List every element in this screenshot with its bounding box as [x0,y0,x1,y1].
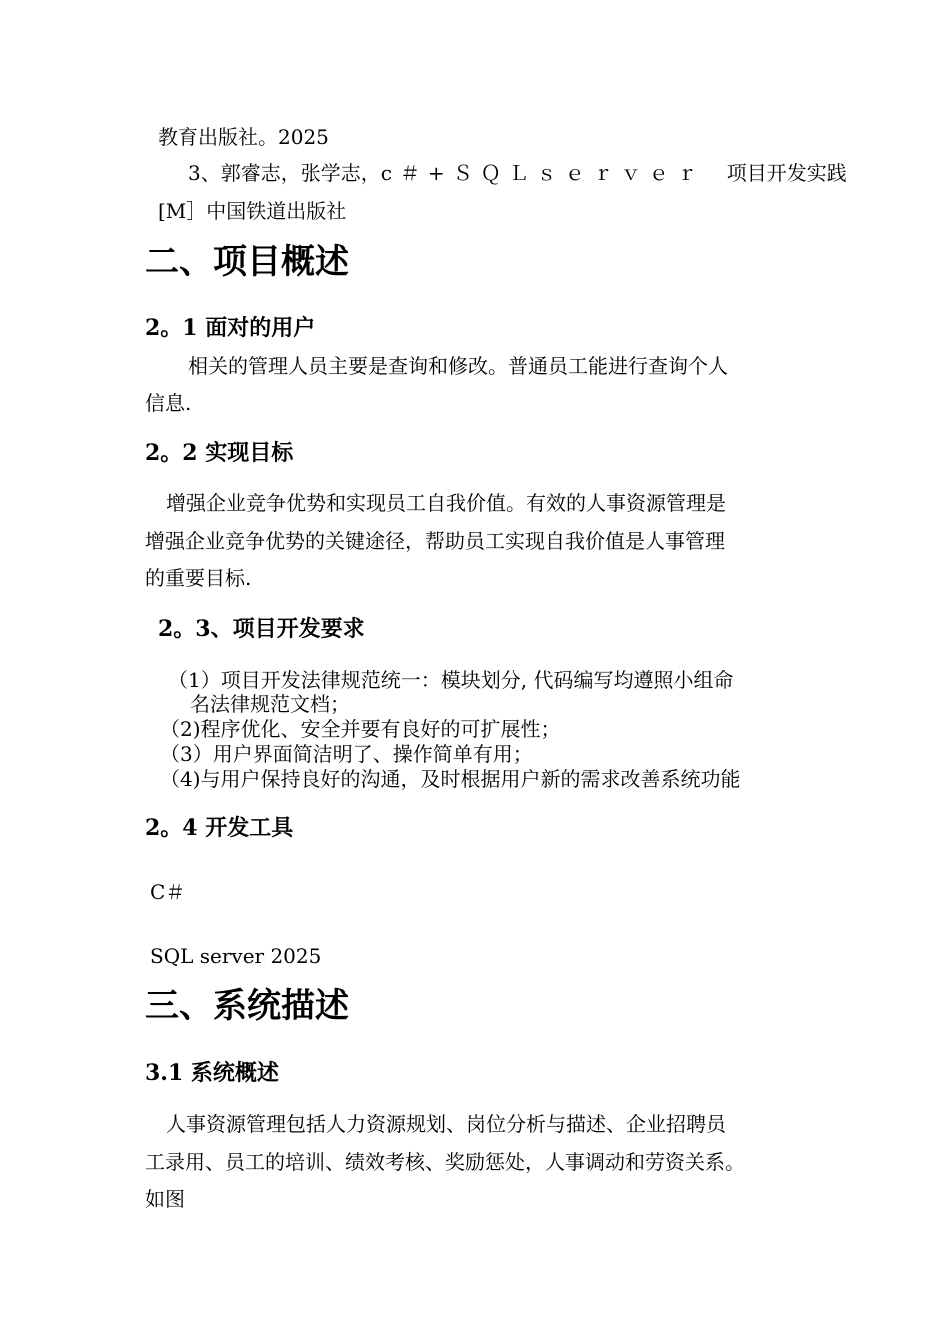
requirement-line: （1）项目开发法律规范统一：模块划分, 代码编写均遵照小组命 [168,668,734,692]
paragraph-line: 工录用、员工的培训、绩效考核、奖励惩处，人事调动和劳资关系。 [145,1150,745,1174]
reference-authors: 3、郭睿志，张学志， [188,161,381,185]
heading-2-2: 2。2 实现目标 [145,440,294,466]
reference-continuation: 教育出版社。2025 [158,125,329,149]
paragraph-line: 增强企业竞争优势的关键途径，帮助员工实现自我价值是人事管理 [145,529,725,553]
reference-title-suffix: 项目开发实践 [726,161,847,185]
heading-3-1: 3.1 系统概述 [145,1060,279,1086]
requirement-line: 名法律规范文档； [190,692,350,716]
tool-item: SQL server 2025 [150,944,322,968]
heading-2-3: 2。3、项目开发要求 [158,616,365,642]
requirement-line: （2)程序优化、安全并要有良好的可扩展性； [160,717,561,741]
paragraph-line: 信息. [145,391,192,415]
section-2-title: 二、项目概述 [145,242,349,282]
section-3-title: 三、系统描述 [145,986,349,1026]
reference-publisher: [M］中国铁道出版社 [158,199,347,223]
requirement-line: （4)与用户保持良好的沟通，及时根据用户新的需求改善系统功能 [160,767,741,791]
paragraph-line: 增强企业竞争优势和实现员工自我价值。有效的人事资源管理是 [166,491,726,515]
paragraph-line: 相关的管理人员主要是查询和修改。普通员工能进行查询个人 [188,354,728,378]
heading-2-1: 2。1 面对的用户 [145,315,316,341]
paragraph-line: 人事资源管理包括人力资源规划、岗位分析与描述、企业招聘员 [166,1112,726,1136]
tool-item: C＃ [150,880,186,904]
paragraph-line: 的重要目标. [145,566,252,590]
paragraph-line: 如图 [145,1187,185,1211]
reference-item-3 [188,160,847,186]
reference-spaced-title: c＃+ＳＱＬｓｅｒｖｅｒ [380,161,705,185]
requirement-line: （3）用户界面简洁明了、操作简单有用； [160,742,533,766]
heading-2-4: 2。4 开发工具 [145,815,294,841]
